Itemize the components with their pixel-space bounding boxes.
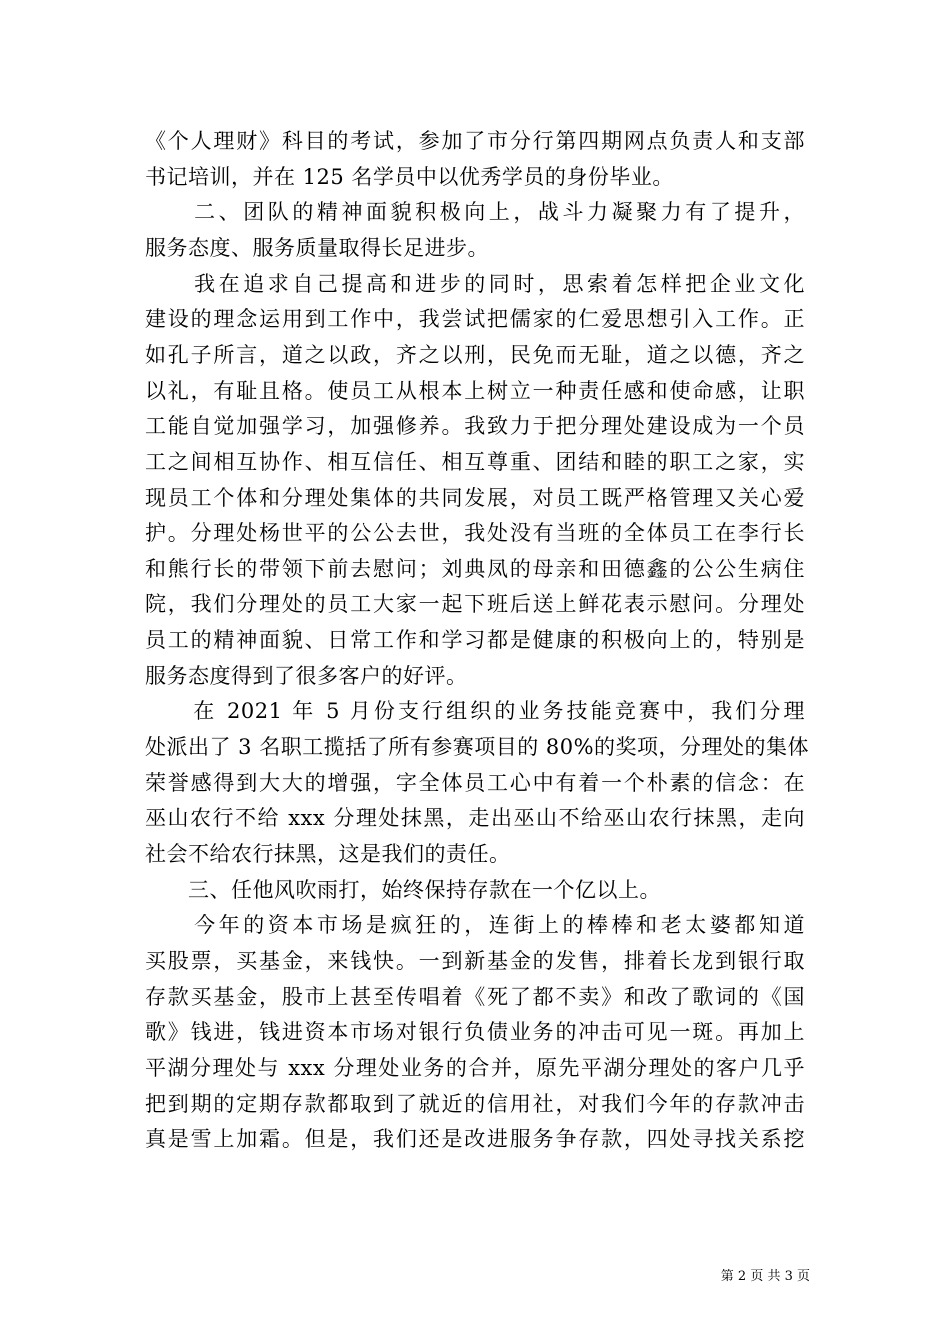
text-line: 服务态度得到了很多客户的好评。 [145,664,468,688]
text-line: 真是雪上加霜。但是，我们还是改进服务争存款，四处寻找关系挖 [145,1127,805,1151]
page-footer: 第 2 页 共 3 页 [720,1269,810,1284]
text-line: 平湖分理处与 xxx 分理处业务的合并，原先平湖分理处的客户几乎 [145,1056,805,1080]
text-line: 今年的资本市场是疯狂的，连街上的棒棒和老太婆都知道 [145,913,805,937]
text-line: 服务态度、服务质量取得长足进步。 [145,236,489,260]
text-line: 工之间相互协作、相互信任、相互尊重、团结和睦的职工之家，实 [145,450,805,474]
text-line: 存款买基金，股市上甚至传唱着《死了都不卖》和改了歌词的《国 [145,985,805,1009]
text-line: 巫山农行不给 xxx 分理处抹黑，走出巫山不给巫山农行抹黑，走向 [145,806,805,830]
text-line: 如孔子所言，道之以政，齐之以刑，民免而无耻，道之以德，齐之 [145,343,805,367]
text-line: 《个人理财》科目的考试，参加了市分行第四期网点负责人和支部 [145,129,805,153]
text-line: 在 2021 年 5 月份支行组织的业务技能竞赛中，我们分理 [145,699,805,723]
text-line: 二、团队的精神面貌积极向上，战斗力凝聚力有了提升， [145,200,805,224]
text-line: 院，我们分理处的员工大家一起下班后送上鲜花表示慰问。分理处 [145,592,805,616]
text-line: 和熊行长的带领下前去慰问；刘典凤的母亲和田德鑫的公公生病住 [145,557,805,581]
text-line: 工能自觉加强学习，加强修养。我致力于把分理处建设成为一个员 [145,414,805,438]
text-line: 荣誉感得到大大的增强，字全体员工心中有着一个朴素的信念：在 [145,771,805,795]
text-line: 建设的理念运用到工作中，我尝试把儒家的仁爱思想引入工作。正 [145,307,805,331]
text-line: 歌》钱进，钱进资本市场对银行负债业务的冲击可见一斑。再加上 [145,1020,805,1044]
text-line: 护。分理处杨世平的公公去世，我处没有当班的全体员工在李行长 [145,521,805,545]
text-line: 处派出了 3 名职工揽括了所有参赛项目的 80%的奖项，分理处的集体 [145,735,810,759]
text-line: 买股票，买基金，来钱快。一到新基金的发售，排着长龙到银行取 [145,949,805,973]
text-line: 现员工个体和分理处集体的共同发展，对员工既严格管理又关心爱 [145,486,805,510]
text-line: 我在追求自己提高和进步的同时，思索着怎样把企业文化 [145,272,805,296]
text-line: 书记培训，并在 125 名学员中以优秀学员的身份毕业。 [145,165,674,189]
text-line: 以礼，有耻且格。使员工从根本上树立一种责任感和使命感，让职 [145,379,805,403]
text-line: 把到期的定期存款都取到了就近的信用社，对我们今年的存款冲击 [145,1092,805,1116]
text-line: 三、任他风吹雨打，始终保持存款在一个亿以上。 [145,878,661,902]
text-line: 社会不给农行抹黑，这是我们的责任。 [145,842,511,866]
text-line: 员工的精神面貌、日常工作和学习都是健康的积极向上的，特别是 [145,628,805,652]
